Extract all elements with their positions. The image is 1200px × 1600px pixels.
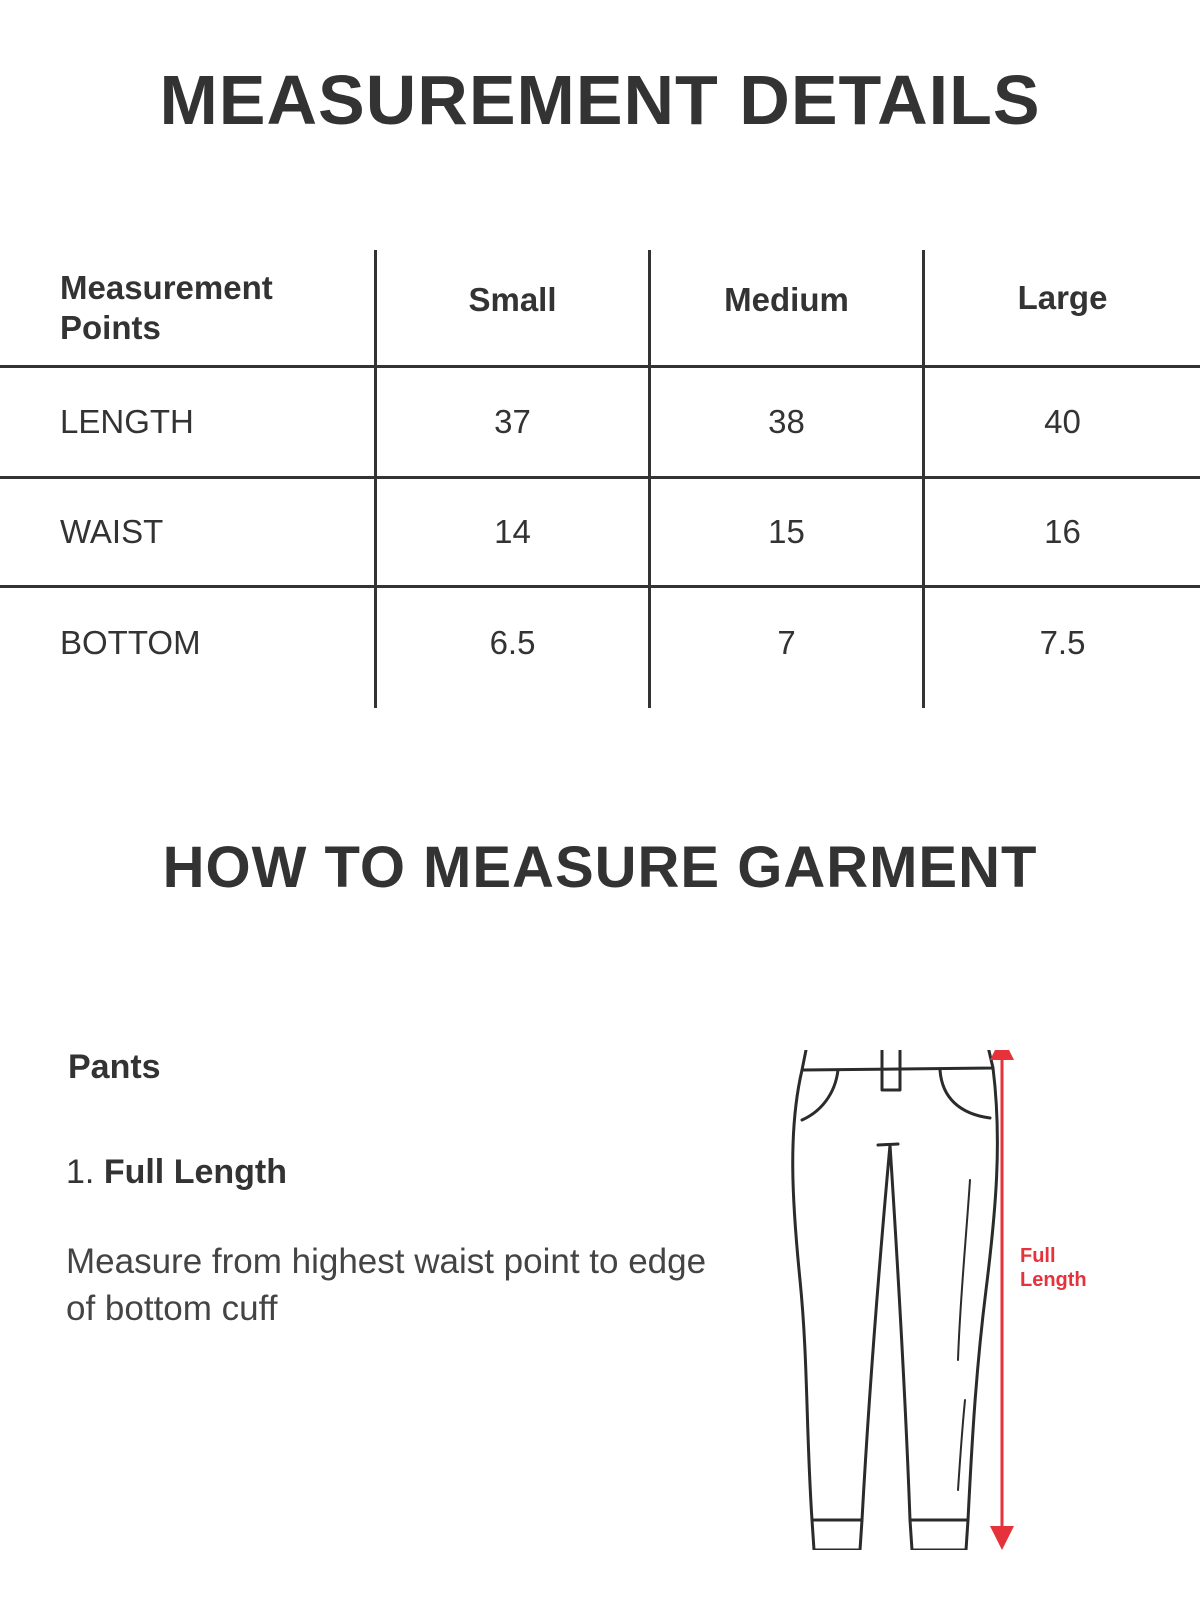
row-label-length: LENGTH (60, 403, 194, 440)
pants-diagram (790, 1050, 1190, 1550)
table-cell: 40 (1044, 403, 1081, 440)
row-label-bottom: BOTTOM (60, 624, 201, 661)
step-title: Full Length (103, 1153, 287, 1191)
table-cell: 37 (494, 403, 531, 440)
double-arrow-icon (990, 1050, 1014, 1550)
step-description: Measure from highest waist point to edge of bottom cuff (66, 1242, 707, 1328)
page-title: MEASUREMENT DETAILS (159, 61, 1041, 139)
table-cell: 15 (768, 513, 805, 550)
table-cell: 7.5 (1039, 624, 1086, 661)
step-heading (66, 1153, 287, 1192)
section-title: HOW TO MEASURE GARMENT (162, 835, 1038, 900)
row-label-waist: WAIST (60, 513, 164, 550)
table-cell: 7 (777, 624, 796, 661)
pants-outline-icon (790, 1050, 1190, 1550)
step-number: 1. (66, 1153, 95, 1191)
table-header-measurement-points: Measurement Points (60, 268, 273, 346)
table-header-medium: Medium (724, 281, 849, 318)
figure-label-length: Length (1020, 1269, 1087, 1291)
table-header-large: Large (1017, 279, 1108, 316)
figure-label-full: Full (1020, 1245, 1056, 1267)
garment-heading: Pants (68, 1048, 161, 1086)
table-header-small: Small (468, 281, 557, 318)
size-chart-table (0, 250, 1200, 708)
table-cell: 14 (494, 513, 531, 550)
table-cell: 16 (1044, 513, 1081, 550)
table-cell: 6.5 (489, 624, 536, 661)
table-cell: 38 (768, 403, 805, 440)
